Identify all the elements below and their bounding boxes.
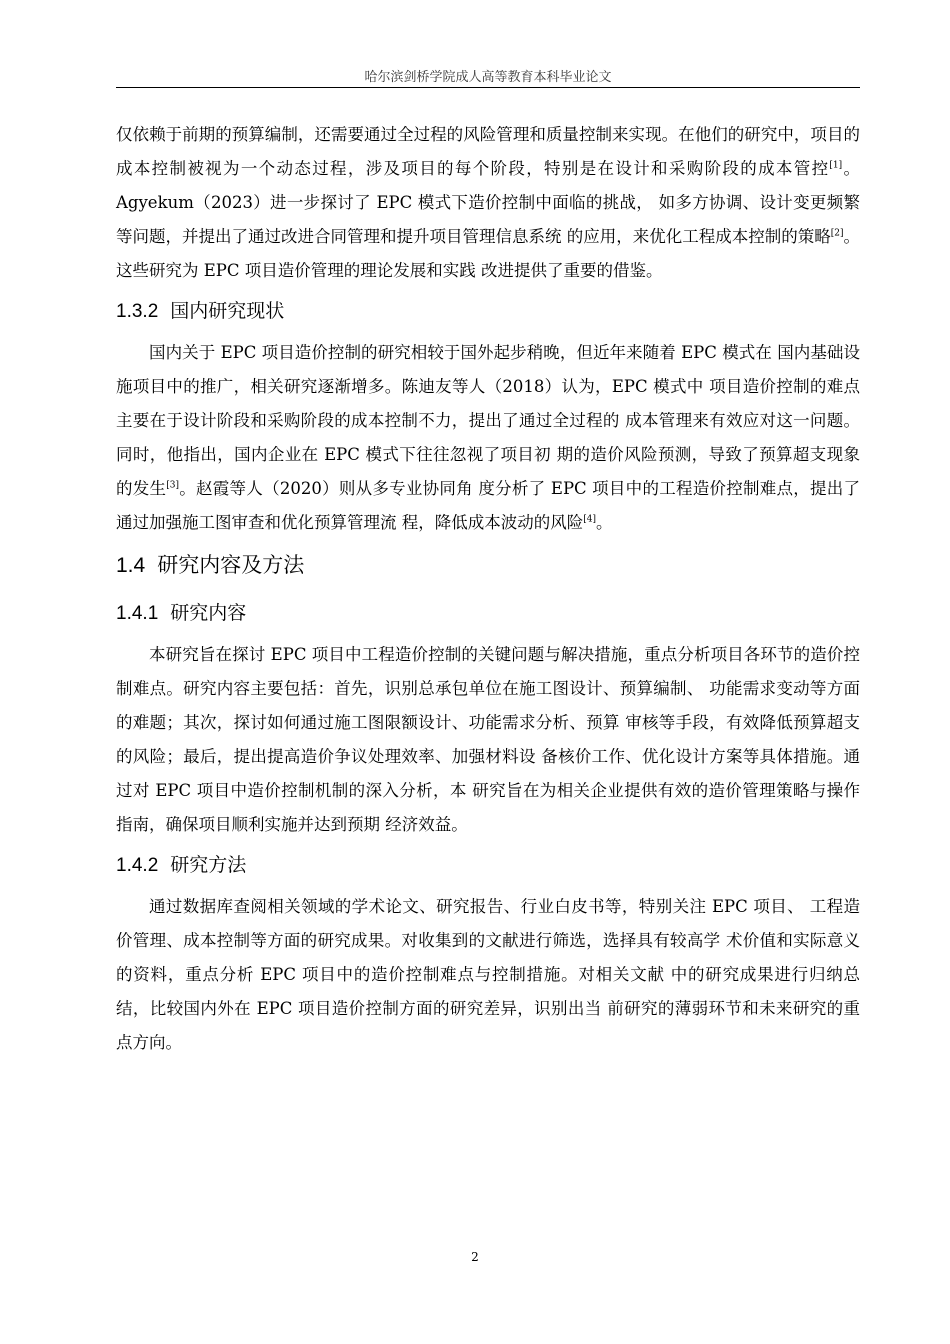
section-heading-1-4-2 [116,842,860,890]
section-number: 1.4.2 [116,855,159,876]
section-title: 研究方法 [170,855,247,876]
page-number: 2 [471,1250,479,1264]
citation-3: [3] [166,480,180,491]
citation-1: [1] [829,160,843,171]
section-number: 1.4 [116,554,146,577]
running-header: 哈尔滨剑桥学院成人高等教育本科毕业论文 [364,70,612,85]
intro-text-3: 。这些研究为 EPC 项目造价管理的理论发展和实践 改进提供了重要的借鉴。 [116,227,860,280]
citation-4: [4] [583,514,596,525]
section-title: 研究内容及方法 [157,554,305,577]
section-title: 研究内容 [170,603,247,624]
header-rule [116,87,860,88]
page-content [116,118,860,1060]
paragraph-text-2: 。赵霞等人（2020）则从多专业协同角 度分析了 EPC 项目中的工程造价控制难点，提出了通过加强施工图审查和优化预算管理流 程，降低成本波动的风险 [116,479,861,532]
section-heading-1-3-2 [116,288,860,336]
research-content-paragraph: 本研究旨在探讨 EPC 项目中工程造价控制的关键问题与解决措施，重点分析项目各环节的造价控制难点。研究内容主要包括：首先，识别总承包单位在施工图设计、预算编制、 功能需求变动等方面的难题；其次，探讨如何通过施工图限额设计、功能需求分析、预算 审核等手段，有效降低预算超支的风险；最后，提出提高造价争议处理效率、加强材料设 备核价工作、优化设计方案等具体措施。通过对 EPC 项目中造价控制机制的深入分析，本 研究旨在为相关企业提供有效的造价管理策略与操作指南，确保项目顺利实施并达到预期 经济效益。 [116,645,860,834]
research-method-paragraph: 通过数据库查阅相关领域的学术论文、研究报告、行业白皮书等，特别关注 EPC 项目、 工程造价管理、成本控制等方面的研究成果。对收集到的文献进行筛选，选择具有较高学 术价值和实际意义的资料，重点分析 EPC 项目中的造价控制难点与控制措施。对相关文献 中的研究成果进行归纳总结，比较国内外在 EPC 项目造价控制方面的研究差异，识别出当 前研究的薄弱环节和未来研究的重点方向。 [116,897,860,1052]
paragraph-text: 国内关于 EPC 项目造价控制的研究相较于国外起步稍晚，但近年来随着 EPC 模式在 国内基础设施项目中的推广，相关研究逐渐增多。陈迪友等人（2018）认为，EPC 模式中 项目造价控制的难点主要在于设计阶段和采购阶段的成本控制不力，提出了通过全过程的 成本管理来有效应对这一问题。同时，他指出，国内企业在 EPC 模式下往往忽视了项目初 期的造价风险预测，导致了预算超支现象的发生 [116,343,860,498]
paragraph-text-3: 。 [596,513,613,532]
section-number: 1.4.1 [116,603,159,624]
section-title: 国内研究现状 [170,301,285,322]
intro-paragraph [116,118,860,288]
section-heading-1-4 [116,540,860,590]
section-number: 1.3.2 [116,301,159,322]
intro-text: 仅依赖于前期的预算编制，还需要通过全过程的风险管理和质量控制来实现。在他们的研究中，项目的成本控制被视为一个动态过程，涉及项目的每个阶段，特别是在设计和采购阶段的成本管控 [116,125,860,178]
section-heading-1-4-1 [116,590,860,638]
citation-2: [2] [830,228,844,239]
domestic-research-paragraph [116,336,860,540]
intro-text-2: 。Agyekum（2023）进一步探讨了 EPC 模式下造价控制中面临的挑战， 如多方协调、设计变更频繁等问题，并提出了通过改进合同管理和提升项目管理信息系统 的应用，来优化工程成本控制的策略 [116,159,861,246]
